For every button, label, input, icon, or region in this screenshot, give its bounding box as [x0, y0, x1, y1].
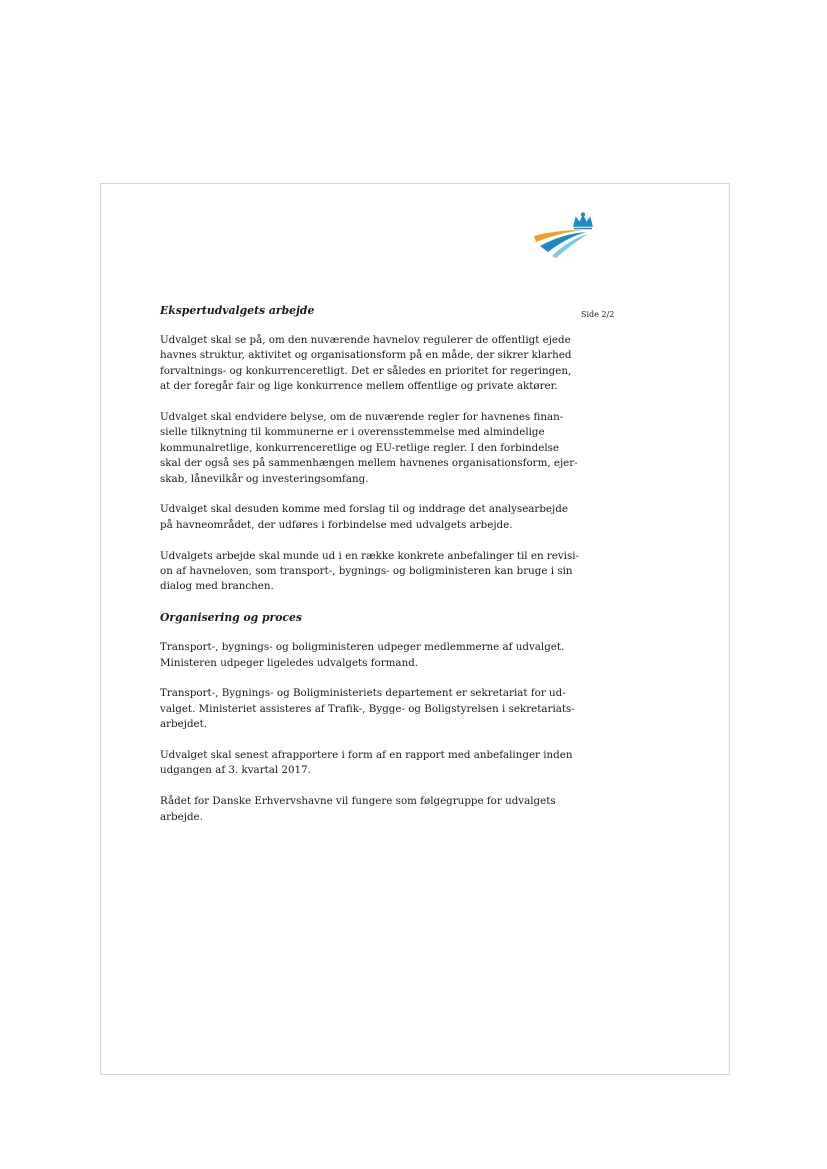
text-line: udgangen af 3. kvartal 2017.: [160, 764, 311, 777]
paragraph: [160, 549, 580, 595]
text-line: Udvalget skal se på, om den nuværende havnelov regulerer de offentligt ejede: [160, 334, 571, 346]
text-line: Udvalget skal desuden komme med forslag til og inddrage det analysearbejde: [160, 503, 568, 516]
text-line: skal der også ses på sammenhængen mellem havnenes organisationsform, ejer-: [160, 457, 578, 470]
section-heading-ekspertudvalgets-arbejde: Ekspertudvalgets arbejde: [160, 304, 315, 317]
text-line: Udvalget skal senest afrapportere i form af en rapport med anbefalinger inden: [160, 749, 573, 762]
text-line: at der foregår fair og lige konkurrence mellem offentlige og private aktører.: [160, 380, 558, 393]
text-line: Udvalget skal endvidere belyse, om de nuværende regler for havnenes finan-: [160, 411, 564, 424]
paragraph: [160, 794, 560, 825]
text-line: valget. Ministeriet assisteres af Trafik-, Bygge- og Boligstyrelsen i sekretariats-: [160, 702, 575, 715]
page-number: Side 2/2: [581, 310, 615, 319]
text-line: arbejde.: [160, 810, 203, 823]
text-line: havnes struktur, aktivitet og organisationsform på en måde, der sikrer klarhed: [160, 349, 572, 362]
paragraph: [160, 686, 575, 732]
text-line: arbejdet.: [160, 718, 208, 731]
paragraph: [160, 410, 578, 487]
text-line: Rådet for Danske Erhvervshavne vil fungere som følgegruppe for udvalgets: [160, 795, 556, 808]
crown-icon: [574, 213, 592, 228]
text-line: kommunalretlige, konkurrenceretlige og EU-retlige regler. I den forbindelse: [160, 441, 560, 454]
text-line: dialog med branchen.: [160, 580, 274, 593]
text-line: Ministeren udpeger ligeledes udvalgets formand.: [160, 656, 419, 669]
text-line: forvaltnings- og konkurrenceretligt. Det er således en prioritet for regeringen,: [160, 364, 572, 377]
paragraph: [160, 640, 565, 671]
text-line: skab, lånevilkår og investeringsomfang.: [160, 472, 369, 485]
text-line: on af havneloven, som transport-, bygnings- og boligministeren kan bruge i sin: [160, 565, 573, 578]
text-line: på havneområdet, der udføres i forbindelse med udvalgets arbejde.: [160, 518, 513, 531]
text-line: Udvalgets arbejde skal munde ud i en række konkrete anbefalinger til en revisi-: [160, 549, 580, 562]
paragraph: [160, 333, 572, 395]
document-body: [160, 303, 580, 840]
section-heading-organisering-og-proces: Organisering og proces: [160, 611, 302, 625]
paragraph: [160, 502, 568, 533]
text-line: sielle tilknytning til kommunerne er i overensstemmelse med almindelige: [160, 426, 545, 439]
crown-with-swooshes-icon: [532, 212, 596, 260]
text-line: Transport-, Bygnings- og Boligministeriets departement er sekretariat for ud-: [160, 687, 566, 700]
text-line: Transport-, bygnings- og boligministeren udpeger medlemmerne af udvalget.: [160, 641, 565, 654]
paragraph: [160, 748, 573, 779]
